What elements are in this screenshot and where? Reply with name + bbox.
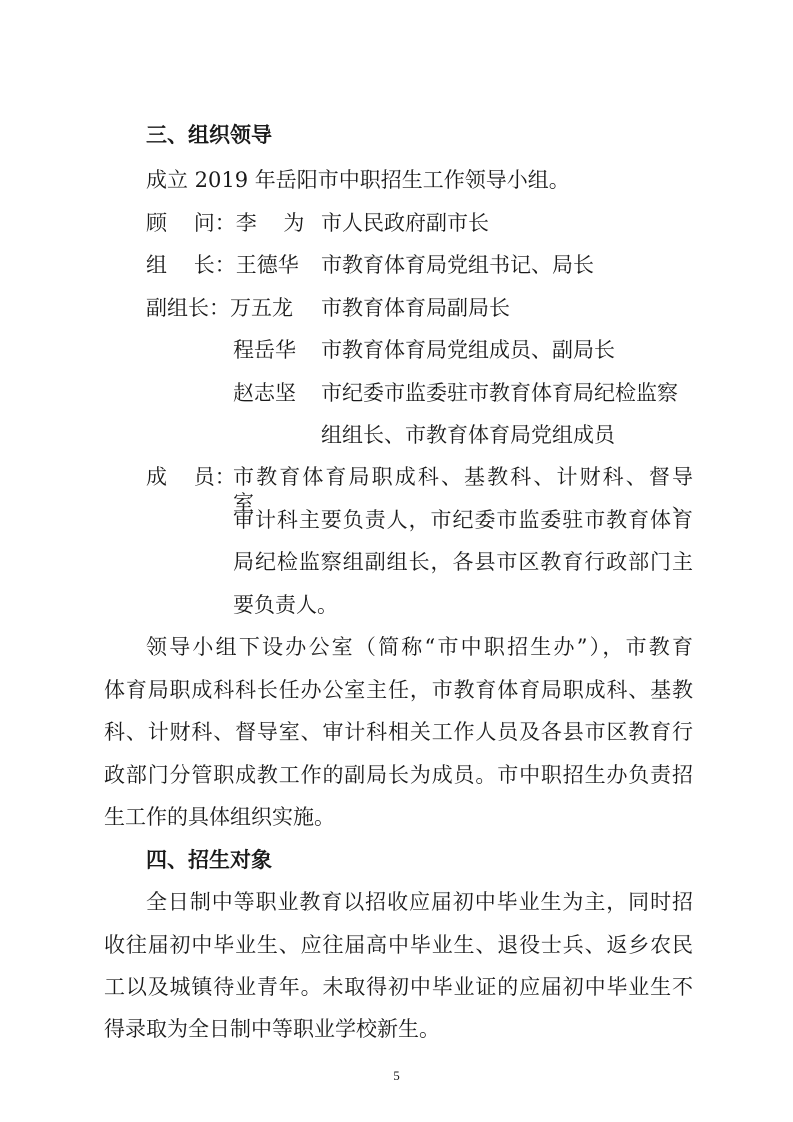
section4-para-line-4: 得录取为全日制中等职业学校新生。: [104, 1017, 440, 1041]
deputy-role-3-cont: 组组长、市教育体育局党组成员: [321, 423, 615, 447]
deputy-label: 副组长：: [146, 296, 230, 320]
office-para-line-4: 政部门分管职成教工作的副局长为成员。市中职招生办负责招: [104, 763, 693, 787]
office-para-line-3: 科、计财科、督导室、审计科相关工作人员及各县市区教育行: [104, 720, 693, 744]
leader-role: 市教育体育局党组书记、局长: [321, 253, 594, 277]
adviser-row: [146, 210, 304, 236]
members-line-3: 局纪检监察组副组长，各县市区教育行政部门主: [233, 550, 693, 574]
section4-para-line-1: 全日制中等职业教育以招收应届初中毕业生为主，同时招: [146, 890, 693, 914]
section4-para-line-2: 收往届初中毕业生、应往届高中毕业生、退役士兵、返乡农民: [104, 933, 693, 957]
members-line-1: 市教育体育局职成科、基教科、计财科、督导室、: [233, 465, 693, 515]
members-label: 成 员：: [146, 465, 236, 489]
deputy-role-3: 市纪委市监委驻市教育体育局纪检监察: [321, 381, 678, 405]
adviser-name: 李 为: [235, 211, 305, 235]
office-para-line-5: 生工作的具体组织实施。: [104, 805, 335, 829]
section4-heading: 四、招生对象: [146, 848, 272, 872]
deputy-role-2: 市教育体育局党组成员、副局长: [321, 338, 615, 362]
office-para-line-2: 体育局职成科科长任办公室主任，市教育体育局职成科、基教: [104, 678, 693, 702]
section3-intro: 成立 2019 年岳阳市中职招生工作领导小组。: [146, 168, 570, 192]
members-line-4: 要负责人。: [233, 593, 338, 617]
adviser-role: 市人民政府副市长: [321, 211, 489, 235]
office-para-line-1: 领导小组下设办公室（简称“市中职招生办”），市教育: [146, 635, 693, 659]
section3-heading: 三、组织领导: [146, 123, 272, 147]
leader-row: [146, 252, 299, 278]
deputy-name-2: 程岳华: [233, 338, 296, 362]
deputy-name-3: 赵志坚: [233, 381, 296, 405]
members-line-2: 审计科主要负责人，市纪委市监委驻市教育体育: [233, 508, 693, 532]
leader-name: 王德华: [235, 253, 299, 277]
section4-para-line-3: 工以及城镇待业青年。未取得初中毕业证的应届初中毕业生不: [104, 975, 693, 999]
deputy-role-1: 市教育体育局副局长: [321, 296, 510, 320]
adviser-label: 顾 问：: [146, 211, 236, 235]
page-number: 5: [393, 1068, 400, 1083]
deputy-row-1: [146, 295, 293, 321]
deputy-name-1: 万五龙: [230, 296, 293, 320]
leader-label: 组 长：: [146, 253, 236, 277]
